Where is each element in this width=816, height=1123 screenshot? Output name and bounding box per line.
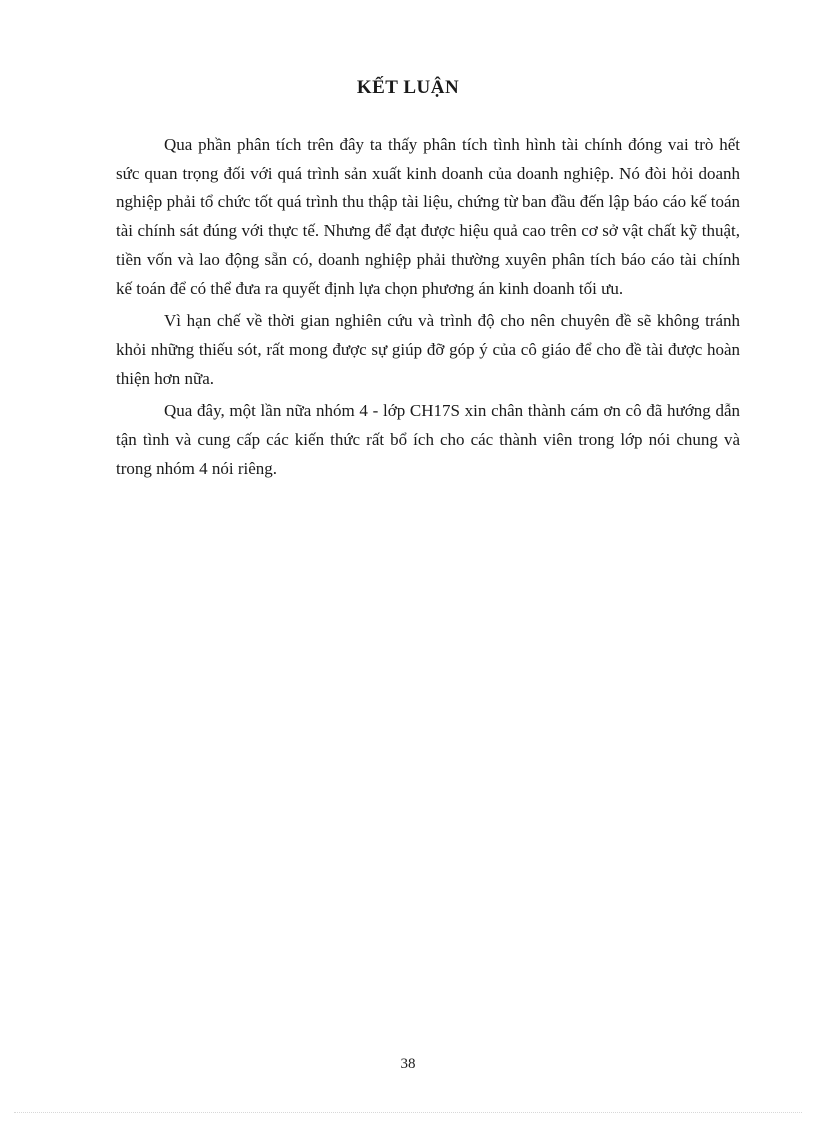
page-title: KẾT LUẬN xyxy=(356,77,460,98)
paragraph-3: Qua đây, một lần nữa nhóm 4 - lớp CH17S xin chân thành cám ơn cô đã hướng dẫn tận tình và cung cấp các kiến thức rất bổ ích cho các thành viên trong lớp nói chung và trong nhóm 4 nói riêng. xyxy=(116,401,740,478)
paragraph-1: Qua phần phân tích trên đây ta thấy phân tích tình hình tài chính đóng vai trò hết sức quan trọng đối với quá trình sản xuất kinh doanh của doanh nghiệp. Nó đòi hỏi doanh nghiệp phải tổ chức tốt quá trình thu thập tài liệu, chứng từ ban đầu đến lập báo cáo kế toán tài chính sát đúng với thực tế. Nhưng để đạt được hiệu quả cao trên cơ sở vật chất kỹ thuật, tiền vốn và lao động sẵn có, doanh nghiệp phải thường xuyên phân tích báo cáo tài chính kế toán để có thể đưa ra quyết định lựa chọn phương án kinh doanh tối ưu. xyxy=(116,135,740,298)
page-number: 38 xyxy=(400,1056,416,1072)
body-text xyxy=(116,131,740,487)
page-bottom-border xyxy=(14,1112,802,1113)
paragraph-2: Vì hạn chế về thời gian nghiên cứu và trình độ cho nên chuyên đề sẽ không tránh khỏi những thiếu sót, rất mong được sự giúp đỡ góp ý của cô giáo để cho đề tài được hoàn thiện hơn nữa. xyxy=(116,311,740,388)
